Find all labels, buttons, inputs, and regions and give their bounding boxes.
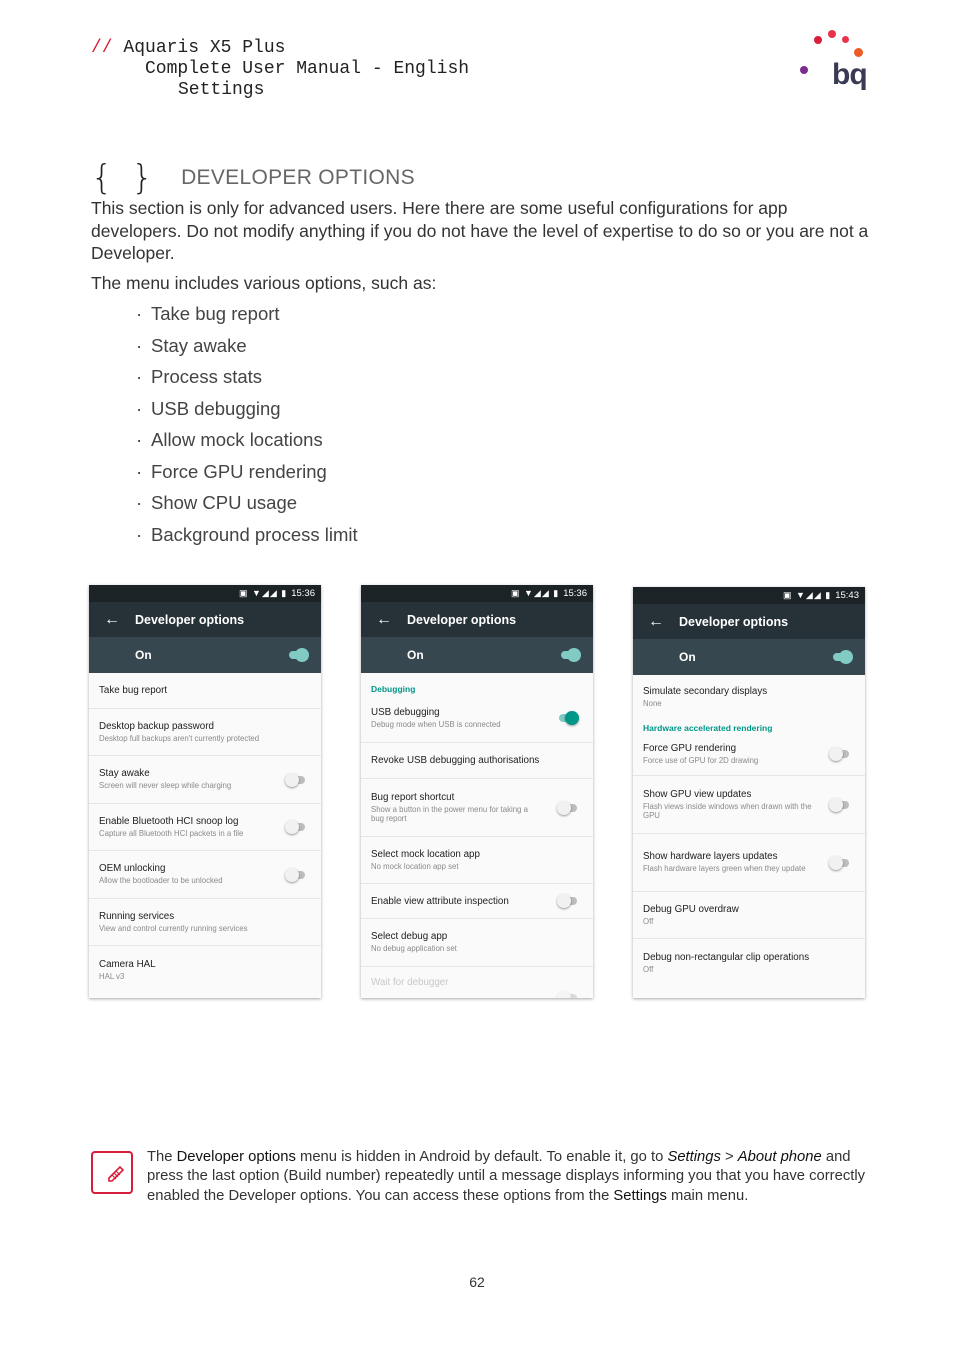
setting-subtitle: Flash views inside windows when drawn with the GPU [643,801,812,820]
setting-title: Debug GPU overdraw [643,903,739,915]
setting-bug-report-shortcut[interactable] [361,779,593,837]
setting-revoke-usb-auth[interactable] [361,743,593,779]
hardware-layers-toggle[interactable] [829,856,851,870]
bug-report-shortcut-toggle[interactable] [557,801,579,815]
setting-title: OEM unlocking [99,863,166,875]
logo-dot [854,48,863,57]
list-item-label: Process stats [151,366,263,387]
setting-title: Take bug report [99,685,168,696]
note-text: main menu. [666,1187,749,1204]
setting-desktop-backup-password[interactable] [89,709,321,756]
setting-subtitle: View and control currently running services [99,923,248,933]
options-list [136,303,358,555]
setting-subtitle: Off [643,916,654,926]
section-heading [91,158,415,198]
setting-title: Enable Bluetooth HCI snoop log [99,815,239,827]
setting-title: Show hardware layers updates [643,851,778,863]
setting-title: Select debug app [371,931,448,943]
setting-debug-gpu-overdraw[interactable] [633,892,865,939]
list-item-label: Force GPU rendering [151,460,327,482]
note-text: menu is hidden in Android by default. To enable it, go to [295,1149,668,1165]
note-bold-settings: Settings [613,1187,667,1204]
logo-dot [828,30,836,38]
setting-title: Camera HAL [99,958,156,970]
status-bar [89,585,321,602]
master-switch-label: On [407,648,424,662]
master-switch-label: On [135,648,152,662]
back-arrow-icon[interactable]: ← [648,612,664,630]
gpu-view-updates-toggle[interactable] [829,798,851,812]
status-bar [633,587,865,604]
setting-debug-clip-operations[interactable] [633,939,865,987]
setting-title: Stay awake [99,768,150,780]
phone-screenshot-3 [633,587,865,998]
setting-title: Simulate secondary displays [643,685,768,697]
setting-title: Show GPU view updates [643,788,752,800]
setting-subtitle: Capture all Bluetooth HCI packets in a file [99,828,244,838]
master-toggle[interactable] [559,648,581,662]
bullet-icon: · [136,397,143,419]
setting-title: Wait for debugger [371,977,449,988]
bq-logo [796,28,866,94]
list-item [136,335,358,367]
braces-icon: { } [91,158,158,198]
section-title: DEVELOPER OPTIONS [181,166,415,189]
app-toolbar [89,602,321,637]
setting-subtitle: Debug mode when USB is connected [371,719,501,729]
header-slash: // [91,38,113,58]
developer-options-note [147,1148,869,1206]
toolbar-title: Developer options [407,612,517,627]
bullet-icon: · [136,523,143,545]
list-item [136,524,358,556]
list-item [136,398,358,430]
bullet-icon: · [136,366,143,387]
master-switch-label: On [679,650,696,664]
note-text: and press the last option (Build number) repeatedly until a message displays informing you that you have correctly enabled the Developer options. You can access these options from the [147,1149,866,1204]
setting-title: Enable view attribute inspection [371,895,509,907]
note-text: The [147,1149,177,1165]
page-number: 62 [469,1274,485,1290]
oem-unlocking-toggle[interactable] [285,868,307,882]
usb-debugging-toggle[interactable] [557,711,579,725]
setting-wait-for-debugger [361,967,593,998]
category-hardware-rendering: Hardware accelerated rendering [643,723,773,733]
bullet-icon: · [136,303,143,324]
master-toggle[interactable] [831,650,853,664]
setting-force-gpu-rendering[interactable] [633,733,865,776]
bluetooth-hci-toggle[interactable] [285,820,307,834]
master-switch-bar[interactable] [89,637,321,673]
setting-running-services[interactable] [89,899,321,946]
setting-title: USB debugging [371,706,440,718]
setting-subtitle: Force use of GPU for 2D drawing [643,755,759,765]
status-time: 15:36 [563,588,587,599]
setting-subtitle: Flash hardware layers green when they update [643,864,806,874]
list-item-label: Background process limit [151,523,358,545]
note-bold-developer-options: Developer options [176,1149,296,1165]
logo-dot [800,66,808,74]
phone-screenshot-2 [361,585,593,998]
master-switch-bar[interactable] [633,639,865,675]
setting-stay-awake[interactable] [89,756,321,804]
back-arrow-icon[interactable]: ← [376,610,392,628]
setting-select-debug-app[interactable] [361,919,593,967]
view-attribute-toggle[interactable] [557,894,579,908]
toolbar-title: Developer options [135,612,245,627]
document-header [91,38,469,101]
setting-oem-unlocking[interactable] [89,851,321,899]
header-line-1 [91,38,469,59]
setting-title: Debug non-rectangular clip operations [643,951,810,963]
note-italic-about-phone: About phone [737,1149,822,1165]
setting-subtitle: None [643,698,662,708]
setting-mock-location-app[interactable] [361,837,593,884]
bullet-icon: · [136,429,143,450]
list-item-label: USB debugging [151,397,281,419]
logo-text: bq [832,58,867,91]
setting-subtitle: No mock location app set [371,861,459,871]
bullet-icon: · [136,334,143,356]
setting-camera-hal[interactable] [89,946,321,994]
setting-simulate-secondary-displays[interactable] [633,675,865,719]
status-time: 15:36 [291,588,315,599]
list-item [136,492,358,524]
setting-show-hardware-layers-updates[interactable] [633,834,865,892]
header-line-2: Complete User Manual - English [145,59,470,79]
signal-icons: ▣ ▼◢◢ ▮ [783,590,832,600]
list-item-label: Stay awake [151,334,247,356]
logo-dot [814,36,822,44]
list-item [136,429,358,461]
setting-subtitle: Screen will never sleep while charging [99,781,232,791]
setting-title: Running services [99,910,175,922]
signal-icons: ▣ ▼◢◢ ▮ [239,588,288,598]
setting-title: Select mock location app [371,848,480,860]
setting-bluetooth-hci-log[interactable] [89,804,321,851]
setting-title: Desktop backup password [99,720,214,732]
status-time: 15:43 [835,590,859,601]
app-toolbar [361,602,593,637]
app-toolbar [633,604,865,639]
intro-paragraph: This section is only for advanced users. Here there are some useful configurations for app developers. Do not modify anything if you do not have the level of expertise to do so or you are not a Developer. [91,198,869,263]
list-item [136,461,358,493]
setting-subtitle: Off [643,964,654,974]
pencil-icon [106,1162,126,1182]
note-text: > [720,1149,738,1165]
list-item [136,303,358,335]
master-toggle[interactable] [287,648,309,662]
list-item-label: Take bug report [151,303,280,324]
note-italic-settings: Settings [667,1149,721,1165]
setting-title: Bug report shortcut [371,791,455,803]
list-item [136,366,358,398]
setting-usb-debugging[interactable] [361,694,593,743]
setting-title: Revoke USB debugging authorisations [371,755,540,766]
setting-subtitle: HAL v3 [99,971,125,981]
bullet-icon: · [136,460,143,482]
list-item-label: Allow mock locations [151,429,323,450]
setting-subtitle: Desktop full backups aren't currently protected [99,733,260,743]
setting-take-bug-report[interactable] [89,673,321,709]
setting-show-gpu-view-updates[interactable] [633,776,865,834]
category-debugging: Debugging [371,684,416,694]
note-pencil-icon [91,1151,133,1194]
stay-awake-toggle[interactable] [285,773,307,787]
status-bar [361,585,593,602]
header-line-3: Settings [178,80,265,100]
setting-view-attribute-inspection[interactable] [361,884,593,919]
phone-screenshot-1 [89,585,321,998]
product-name: Aquaris X5 Plus [123,38,286,58]
menu-intro: The menu includes various options, such as: [91,273,437,293]
logo-dot [842,36,849,43]
list-item-label: Show CPU usage [151,492,298,513]
master-switch-bar[interactable] [361,637,593,673]
bullet-icon: · [136,492,143,513]
force-gpu-toggle[interactable] [829,747,851,761]
toolbar-title: Developer options [679,614,789,629]
setting-subtitle: No debug application set [371,944,457,954]
wait-debugger-toggle [557,991,579,998]
signal-icons: ▣ ▼◢◢ ▮ [511,588,560,598]
setting-subtitle: Show a button in the power menu for taking a bug report [371,804,528,823]
setting-title: Force GPU rendering [643,742,737,754]
back-arrow-icon[interactable]: ← [104,610,120,628]
setting-subtitle: Allow the bootloader to be unlocked [99,876,223,886]
